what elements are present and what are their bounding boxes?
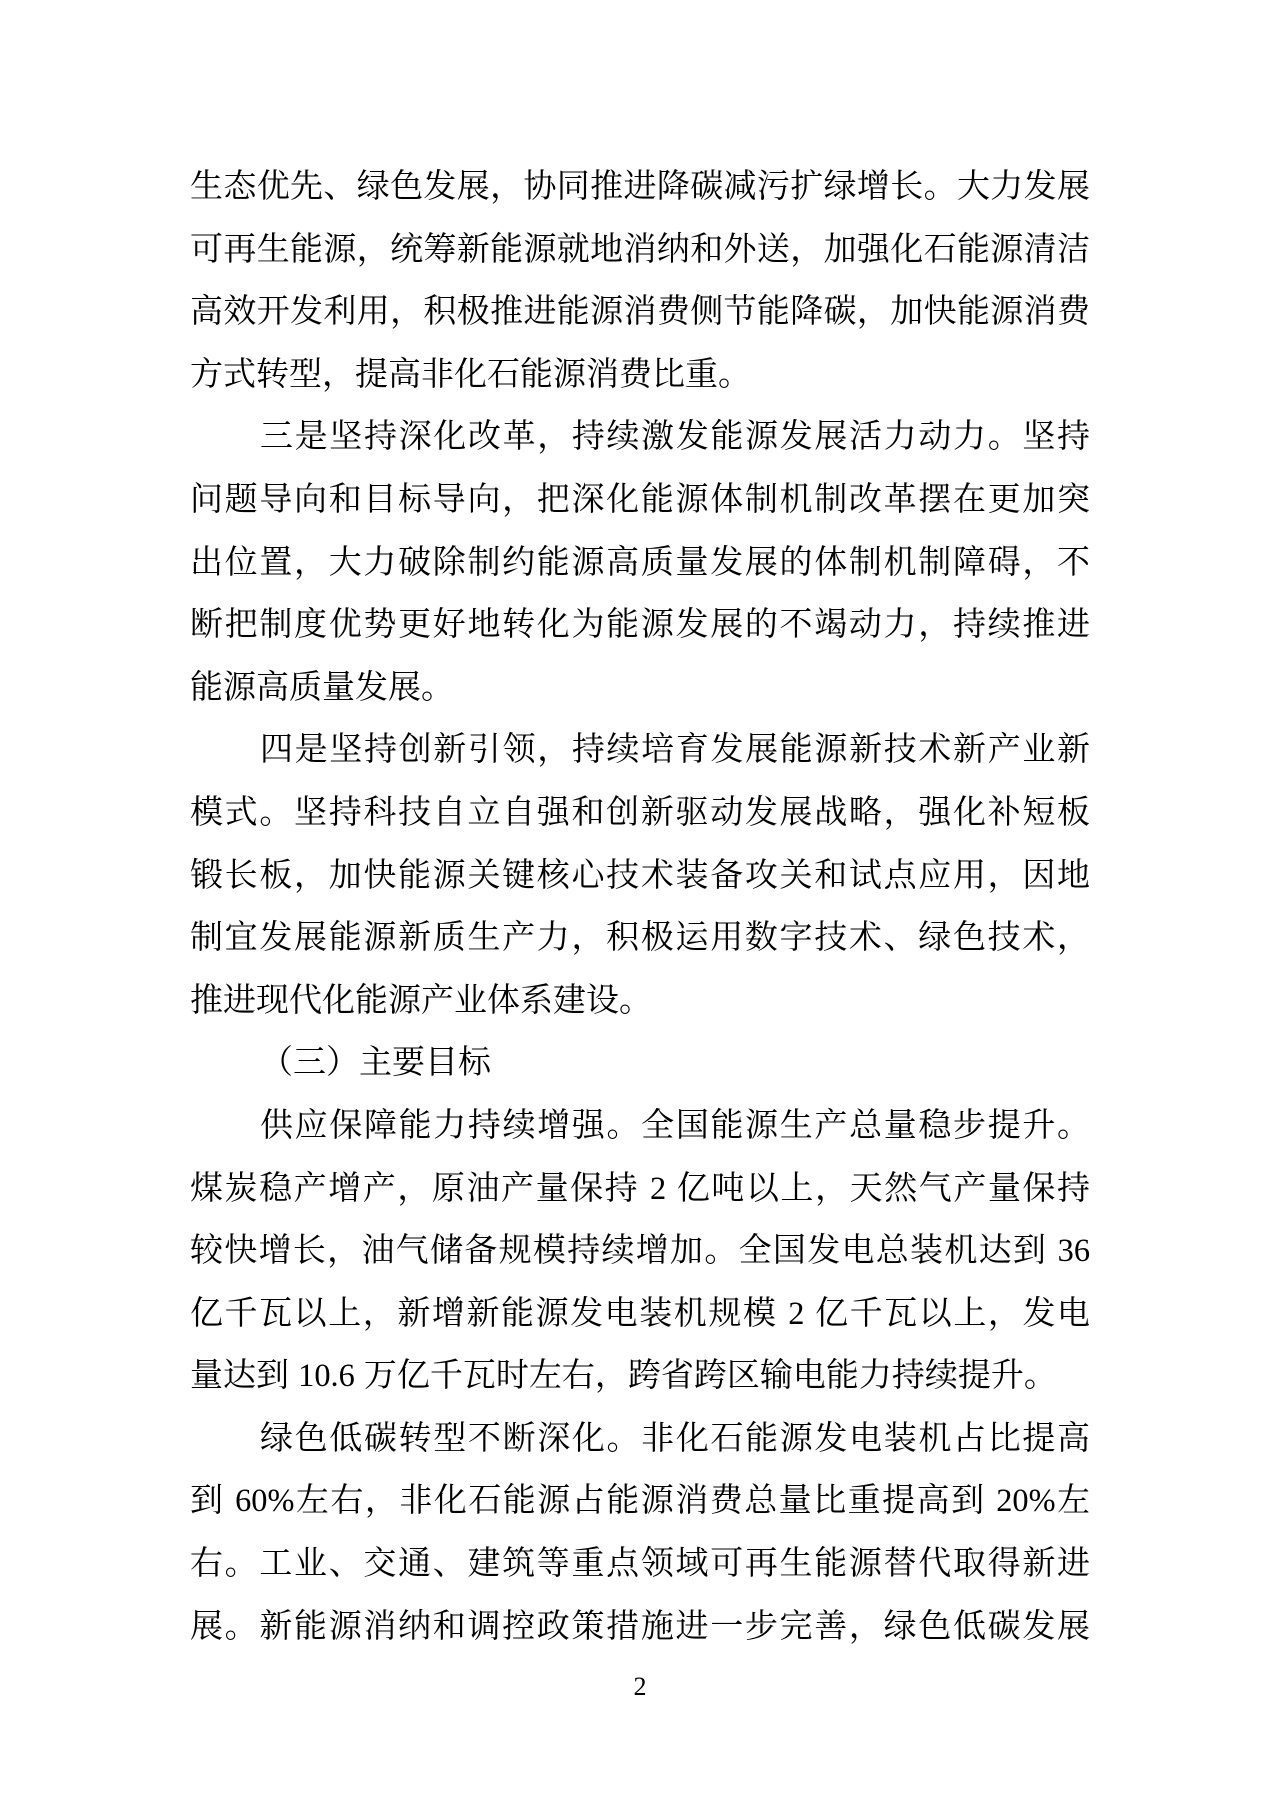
numeral: 2 [788, 1294, 805, 1331]
text-line: 展。新能源消纳和调控政策措施进一步完善，绿色低碳发展 [190, 1606, 1090, 1644]
text-line: 右。工业、交通、建筑等重点领域可再生能源替代取得新进 [190, 1544, 1090, 1582]
page-number: 2 [633, 1672, 647, 1701]
text-line: （三）主要目标 [260, 1043, 491, 1081]
numeral: 60% [235, 1482, 295, 1519]
text-line: 能源高质量发展。 [190, 667, 454, 705]
text-line: 量达到 10.6 万亿千瓦时左右，跨省跨区输电能力持续提升。 [190, 1356, 1057, 1394]
text-line: 生态优先、绿色发展，协同推进降碳减污扩绿增长。大力发展 [190, 167, 1090, 204]
numeral: 10.6 [298, 1357, 355, 1394]
text-line: 绿色低碳转型不断深化。非化石能源发电装机占比提高 [260, 1418, 1090, 1456]
text-line: 高效开发利用，积极推进能源消费侧节能降碳，加快能源消费 [190, 292, 1090, 330]
text-line: 较快增长，油气储备规模持续增加。全国发电总装机达到 36 [190, 1231, 1090, 1269]
text-line: 到 60%左右，非化石能源占能源消费总量比重提高到 20%左 [190, 1481, 1091, 1519]
text-line: 供应保障能力持续增强。全国能源生产总量稳步提升。 [260, 1105, 1090, 1143]
text-line: 模式。坚持科技自立自强和创新驱动发展战略，强化补短板 [190, 792, 1090, 830]
text-line: 问题导向和目标导向，把深化能源体制机制改革摆在更加突 [190, 479, 1090, 517]
text-line: 锻长板，加快能源关键核心技术装备攻关和试点应用，因地 [190, 855, 1090, 893]
numeral: 36 [1057, 1232, 1090, 1269]
numeral: 2 [649, 1169, 667, 1206]
text-line: 方式转型，提高非化石能源消费比重。 [190, 354, 751, 392]
text-line: 制宜发展能源新质生产力，积极运用数字技术、绿色技术， [190, 918, 1090, 956]
text-line: 推进现代化能源产业体系建设。 [190, 980, 652, 1018]
text-line: 四是坚持创新引领，持续培育发展能源新技术新产业新 [260, 730, 1090, 768]
text-line: 出位置，大力破除制约能源高质量发展的体制机制障碍，不 [190, 542, 1090, 580]
text-line: 断把制度优势更好地转化为能源发展的不竭动力，持续推进 [190, 605, 1090, 643]
numeral: 20% [996, 1482, 1056, 1519]
text-line: 三是坚持深化改革，持续激发能源发展活力动力。坚持 [260, 417, 1090, 455]
text-line: 煤炭稳产增产，原油产量保持 2 亿吨以上，天然气产量保持 [190, 1168, 1090, 1206]
text-line: 亿千瓦以上，新增新能源发电装机规模 2 亿千瓦以上，发电 [190, 1293, 1091, 1331]
text-line: 可再生能源，统筹新能源就地消纳和外送，加强化石能源清洁 [190, 229, 1090, 267]
text-block [190, 155, 1090, 1657]
